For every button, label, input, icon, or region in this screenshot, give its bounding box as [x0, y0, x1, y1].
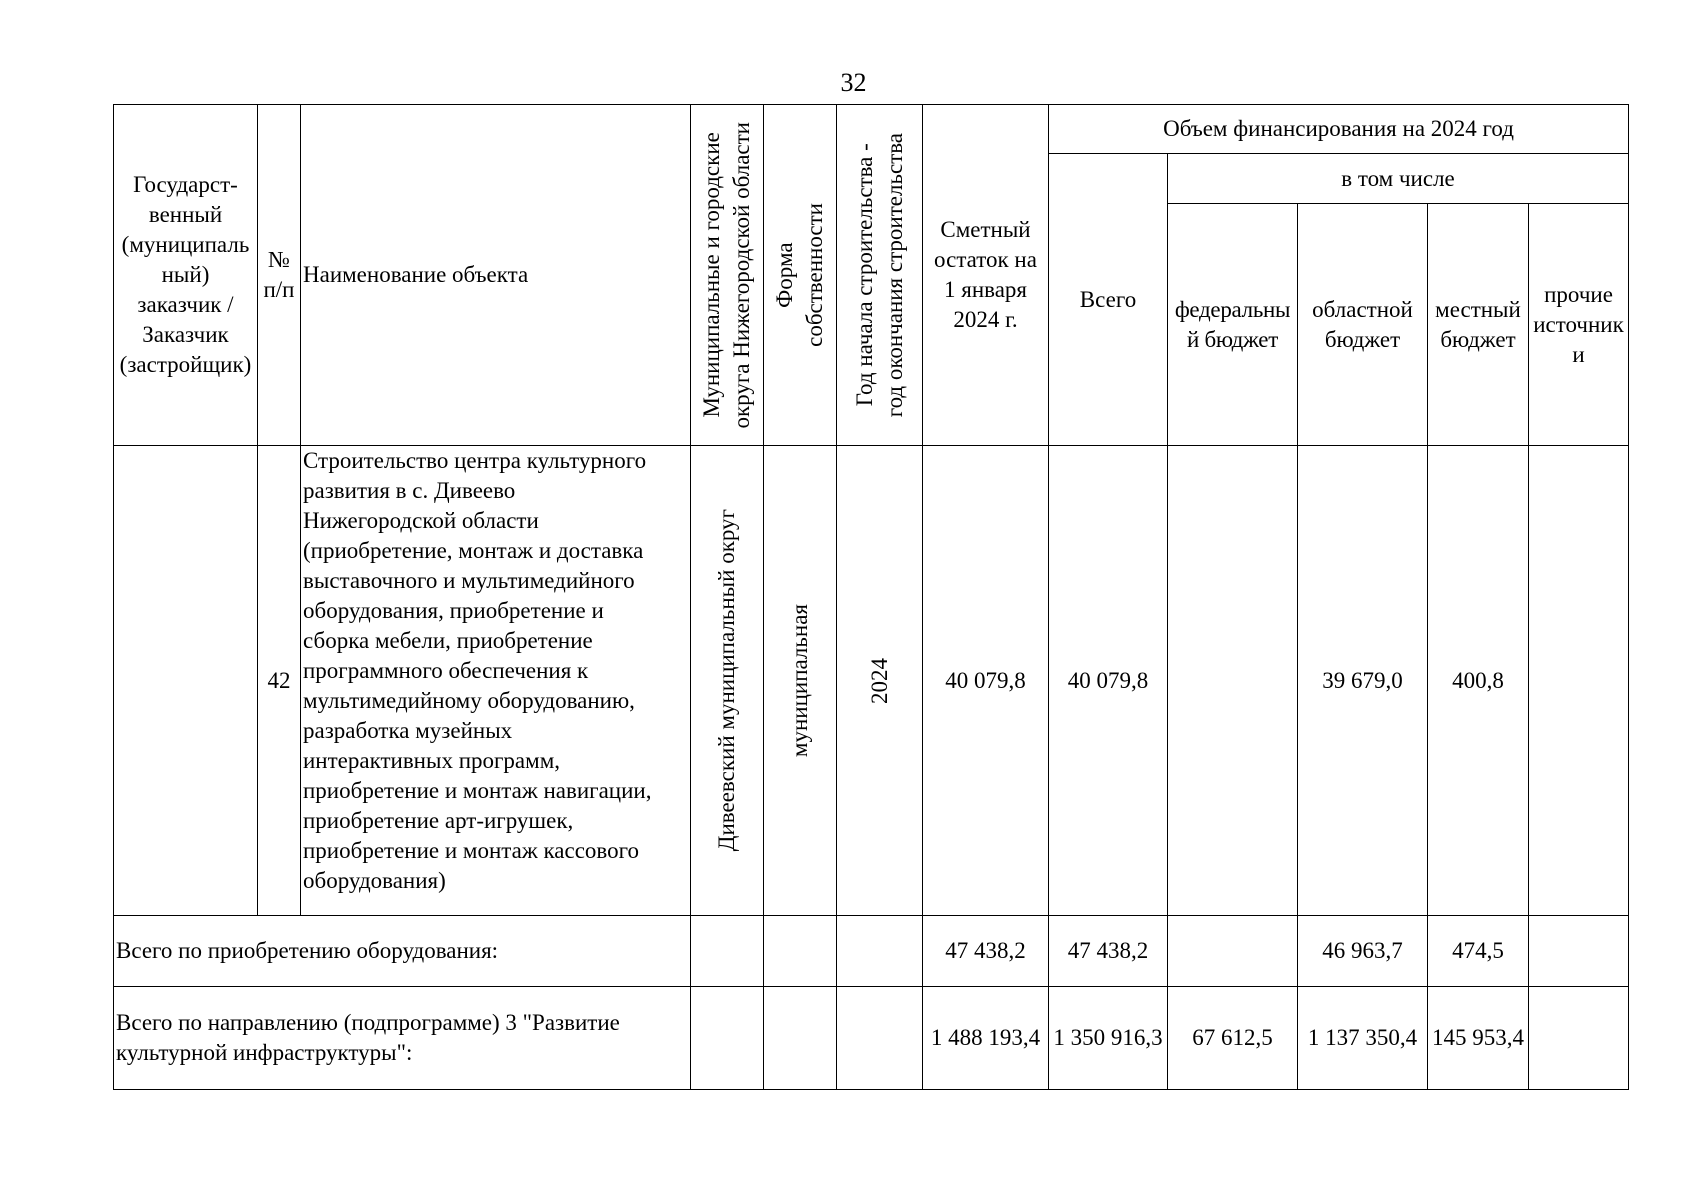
header-ownership: Форма собственности — [764, 105, 837, 446]
total-direction-federal: 67 612,5 — [1168, 987, 1298, 1090]
row-district: Дивеевский муниципальный округ — [691, 446, 764, 916]
total-direction-ownership — [764, 987, 837, 1090]
header-local: местный бюджет — [1428, 204, 1529, 446]
row-estimate-balance: 40 079,8 — [923, 446, 1049, 916]
header-other: прочие источник и — [1529, 204, 1629, 446]
row-number: 42 — [258, 446, 301, 916]
row-regional: 39 679,0 — [1298, 446, 1428, 916]
header-districts: Муниципальные и городские округа Нижегородской области — [691, 105, 764, 446]
total-equipment-total: 47 438,2 — [1049, 916, 1168, 987]
total-direction-regional: 1 137 350,4 — [1298, 987, 1428, 1090]
total-direction-other — [1529, 987, 1629, 1090]
total-equipment-district — [691, 916, 764, 987]
row-federal — [1168, 446, 1298, 916]
total-equipment-federal — [1168, 916, 1298, 987]
row-ownership: муниципальная — [764, 446, 837, 916]
row-total: 40 079,8 — [1049, 446, 1168, 916]
row-years: 2024 — [837, 446, 923, 916]
total-equipment-ownership — [764, 916, 837, 987]
header-federal: федеральны й бюджет — [1168, 204, 1298, 446]
total-direction-estimate-balance: 1 488 193,4 — [923, 987, 1049, 1090]
header-regional: областной бюджет — [1298, 204, 1428, 446]
row-other — [1529, 446, 1629, 916]
total-direction-label: Всего по направлению (подпрограмме) 3 "Развитие культурной инфраструктуры": — [114, 987, 691, 1090]
header-estimate-balance: Сметный остаток на 1 января 2024 г. — [923, 105, 1049, 446]
row-local: 400,8 — [1428, 446, 1529, 916]
header-years: Год начала строительства - год окончания строительства — [837, 105, 923, 446]
total-equipment-row — [114, 916, 1629, 987]
header-customer: Государст- венный (муниципаль ный) заказчик / Заказчик (застройщик) — [114, 105, 258, 446]
header-total: Всего — [1049, 154, 1168, 446]
total-direction-district — [691, 987, 764, 1090]
total-equipment-regional: 46 963,7 — [1298, 916, 1428, 987]
total-direction-total: 1 350 916,3 — [1049, 987, 1168, 1090]
total-equipment-years — [837, 916, 923, 987]
total-direction-row — [114, 987, 1629, 1090]
table-row — [114, 446, 1629, 916]
header-number: № п/п — [258, 105, 301, 446]
total-equipment-estimate-balance: 47 438,2 — [923, 916, 1049, 987]
header-including: в том числе — [1168, 154, 1629, 204]
header-object-name: Наименование объекта — [301, 105, 691, 446]
total-equipment-other — [1529, 916, 1629, 987]
header-funding-title: Объем финансирования на 2024 год — [1049, 105, 1629, 154]
total-direction-local: 145 953,4 — [1428, 987, 1529, 1090]
page-number: 32 — [840, 68, 867, 97]
row-customer — [114, 446, 258, 916]
total-direction-years — [837, 987, 923, 1090]
total-equipment-label: Всего по приобретению оборудования: — [114, 916, 691, 987]
row-object-name: Строительство центра культурного развития в с. Дивеево Нижегородской области (приобретение, монтаж и доставка выставочного и мультимедийного оборудования, приобретение и сборка мебели, приобретение программного обеспечения к мультимедийному оборудованию, разработка музейных интерактивных программ, приобретение и монтаж навигации, приобретение арт-игрушек, приобретение и монтаж кассового оборудования) — [301, 446, 691, 916]
financing-table — [113, 104, 1629, 1090]
total-equipment-local: 474,5 — [1428, 916, 1529, 987]
header-row-1 — [114, 105, 1629, 154]
